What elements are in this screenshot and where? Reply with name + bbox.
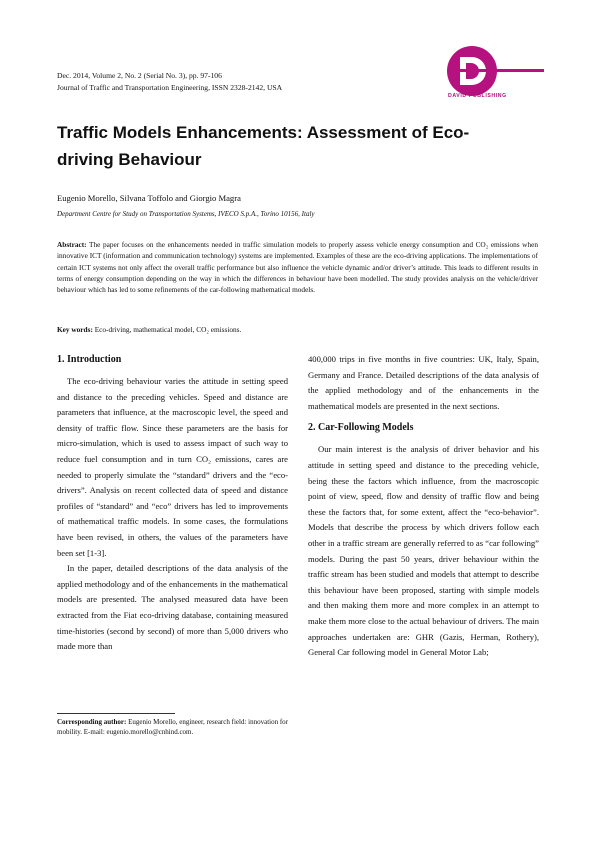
footnote-label: Corresponding author: xyxy=(57,718,127,726)
abstract-text: The paper focuses on the enhancements needed in traffic simulation models to properly assess vehicle energy consumption and CO₂ emissions when innovative ICT (information and communication technology) systems are implemented. Examples of these are the eco-driving applications. The implementations of certain ICT systems not only affect the overall traffic performance but also influence the vehicle dynamic and/or driver’s attitude. This leads to different results in terms of energy consumption depending on the way in which the differences in behaviour have been modelled. The study provides analysis on the vehicle/driver behaviour which has led to some refinements of the car-following mathematical models. xyxy=(57,240,538,295)
footnote-rule xyxy=(57,713,175,714)
left-column xyxy=(57,352,288,655)
footnote xyxy=(57,718,288,737)
keywords-label: Key words: xyxy=(57,325,93,334)
publisher-logo-text: DAVID PUBLISHING xyxy=(448,93,507,99)
abstract-label: Abstract: xyxy=(57,240,87,249)
introduction-paragraph-2: In the paper, detailed descriptions of the data analysis of the applied methodology and of the enhancements in the mathematical models are presented. The analysed measured data have been extracted from the Fiat eco-driving database, containing measured time-histories (second by second) of more than 5,000 drivers who made more than xyxy=(57,563,288,652)
author-affiliation: Department Centre for Study on Transportation Systems, IVECO S.p.A., Torino 10156, Italy xyxy=(57,210,315,218)
abstract xyxy=(57,239,538,295)
citation-journal: Journal of Traffic and Transportation Engineering, ISSN 2328-2142, USA xyxy=(57,83,283,92)
car-following-paragraph-1: Our main interest is the analysis of driver behavior and his attitude in setting speed and distance to the preceding vehicle, being these the factors which influence, from the macroscopic point of view, speed, flow and density of traffic flow and being these the factors that, for some extent, affect the “eco-behavior”. Models that describe the process by which drivers follow each other in a traffic stream are generally referred to as “car following” models. During the past 50 years, driver behaviour within the traffic stream has been studied and models that attempt to describe this behaviour have been proposed, starting with simple models and then making them more and more complex in an attempt to make them more close to the actual behaviour of drivers. The main approaches undertaken are: GHR (Gazis, Herman, Rothery), General Car following model in General Motor Lab; xyxy=(308,444,539,658)
introduction-paragraph-1: The eco-driving behaviour varies the attitude in setting speed and distance to the preceding vehicles. Speed and distance are parameters that influence, at the macroscopic level, the speed and density of traffic flow. Since these parameters are the basis for micro-simulation, which is used to assess impact of such way to reduce fuel consumption and in turn CO₂ emissions, cares are needed to properly simulate the “standard” drivers and the “eco-drivers”. Analysis on recent collected data of speed and distance profiles of “standard” and “eco” drivers has led to improvements of mathematical traffic models. In some cases, the formulations have been revised, in others, the values of the parameters have been set [1-3]. xyxy=(57,376,288,558)
paper-title: Traffic Models Enhancements: Assessment of Eco-driving Behaviour xyxy=(57,123,470,169)
right-column xyxy=(308,352,539,661)
author-list: Eugenio Morello, Silvana Toffolo and Giorgio Magra xyxy=(57,193,241,203)
citation-issue: Dec. 2014, Volume 2, No. 2 (Serial No. 3), pp. 97-106 xyxy=(57,71,222,80)
keywords-text: Eco-driving, mathematical model, CO₂ emissions. xyxy=(94,325,242,334)
section-heading-car-following: 2. Car-Following Models xyxy=(308,422,414,434)
journal-citation xyxy=(57,70,282,94)
introduction-paragraph-3: 400,000 trips in five months in five countries: UK, Italy, Spain, Germany and France. Detailed descriptions of the data analysis of the applied methodology and of the enhancements in the mathematical models are presented in the next sections. xyxy=(308,354,539,411)
footnote-text: Eugenio Morello, engineer, research field: innovation for mobility. E-mail: eugenio.morello@cnhind.com. xyxy=(57,718,289,736)
keywords xyxy=(57,325,538,334)
section-heading-introduction: 1. Introduction xyxy=(57,354,122,365)
